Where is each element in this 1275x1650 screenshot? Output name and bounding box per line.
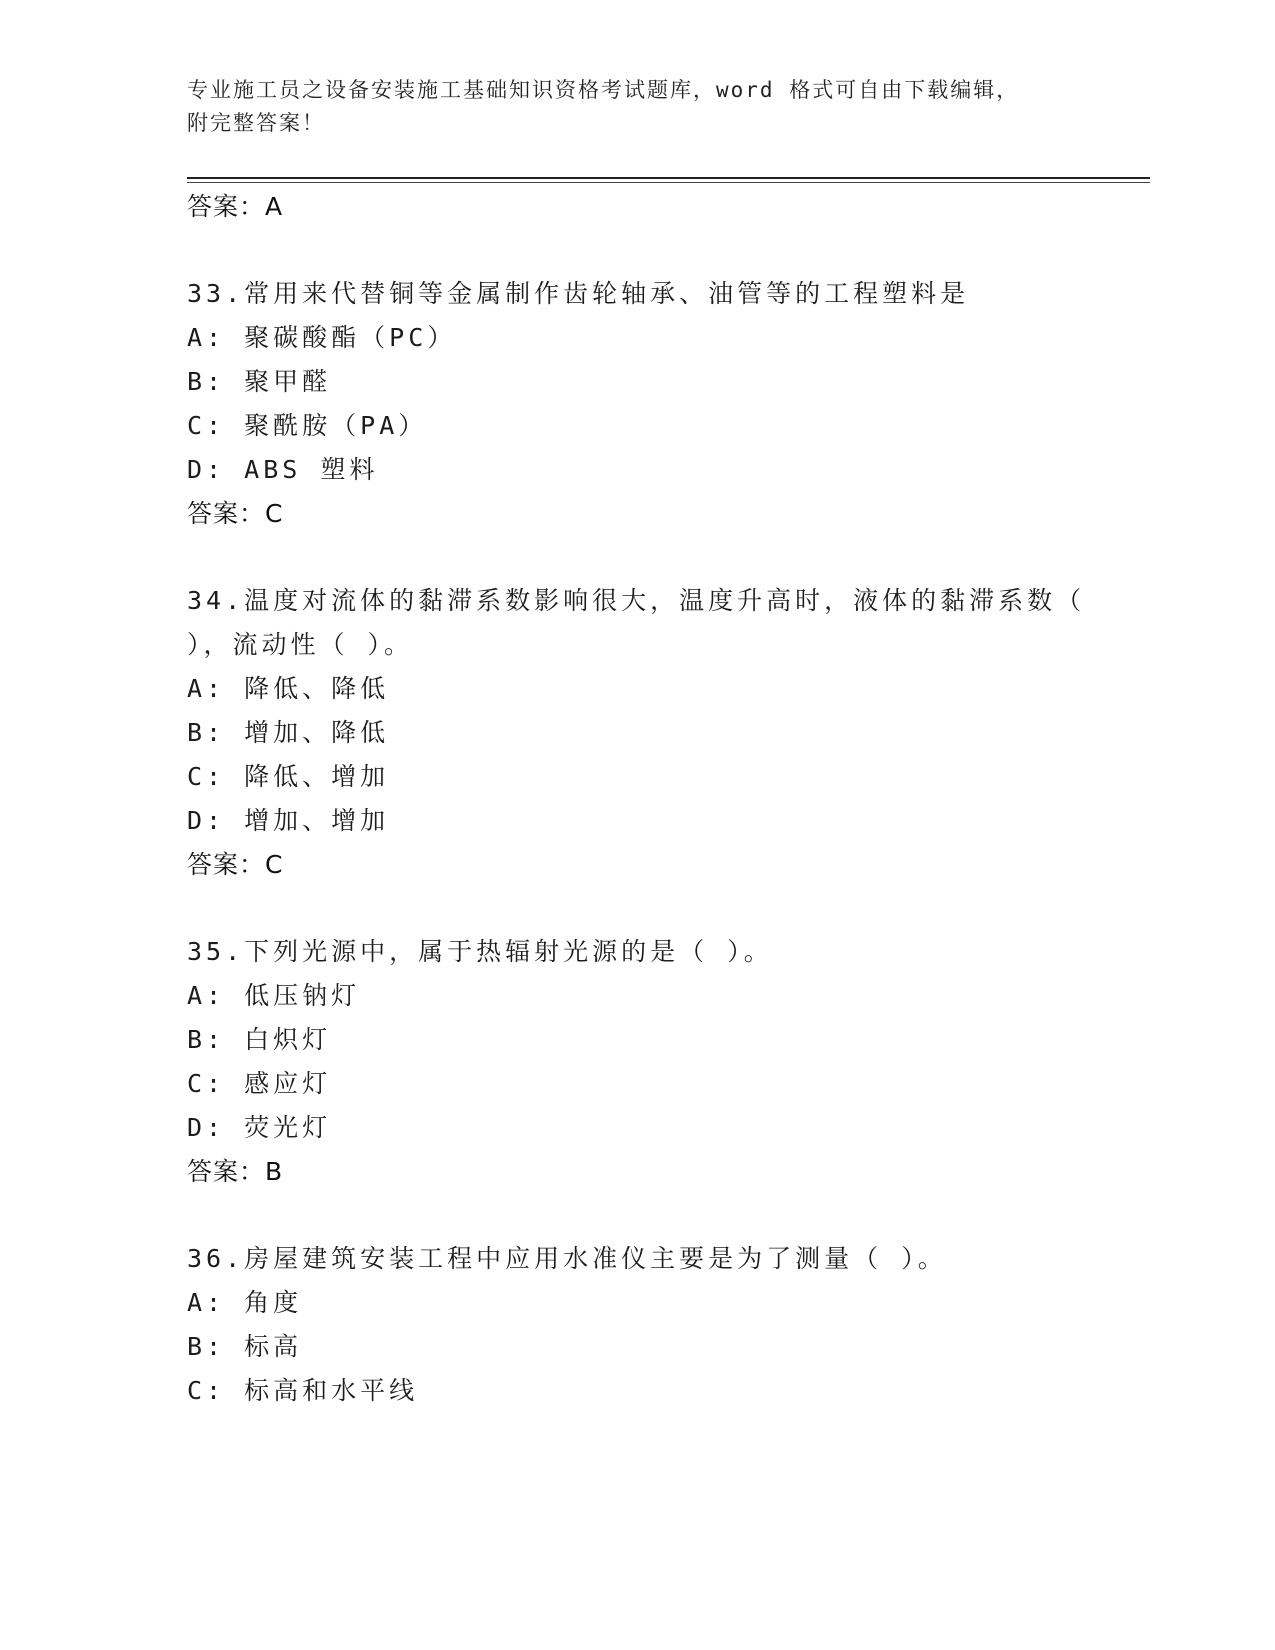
question-stem: 35.下列光源中，属于热辐射光源的是（ ）。 bbox=[187, 937, 773, 966]
option-d: D: 增加、增加 bbox=[187, 806, 390, 835]
option-c: C: 聚酰胺（PA） bbox=[187, 411, 428, 440]
header-divider-thin bbox=[187, 182, 1150, 183]
option-a: A: 降低、降低 bbox=[187, 674, 390, 703]
option-d: D: ABS 塑料 bbox=[187, 455, 379, 484]
question-answer: 答案：C bbox=[187, 499, 284, 528]
header-line-1: 专业施工员之设备安装施工基础知识资格考试题库，word 格式可自由下载编辑， bbox=[187, 78, 1020, 102]
option-b: B: 标高 bbox=[187, 1332, 303, 1361]
option-c: C: 感应灯 bbox=[187, 1069, 332, 1098]
question-stem: 33.常用来代替铜等金属制作齿轮轴承、油管等的工程塑料是 bbox=[187, 279, 970, 308]
option-c: C: 降低、增加 bbox=[187, 762, 390, 791]
question-stem: 36.房屋建筑安装工程中应用水准仪主要是为了测量（ ）。 bbox=[187, 1244, 947, 1273]
question-stem-continued: ），流动性（ ）。 bbox=[187, 630, 414, 659]
option-d: D: 荧光灯 bbox=[187, 1113, 332, 1142]
question-stem: 34.温度对流体的黏滞系数影响很大，温度升高时，液体的黏滞系数（ bbox=[187, 586, 1086, 615]
question-answer: 答案：C bbox=[187, 850, 284, 879]
previous-answer: 答案：A bbox=[187, 192, 284, 221]
header-line-2: 附完整答案！ bbox=[187, 111, 325, 135]
option-b: B: 聚甲醛 bbox=[187, 367, 332, 396]
option-a: A: 低压钠灯 bbox=[187, 981, 361, 1010]
option-b: B: 增加、降低 bbox=[187, 718, 390, 747]
question-answer: 答案：B bbox=[187, 1157, 284, 1186]
option-a: A: 角度 bbox=[187, 1288, 303, 1317]
option-a: A: 聚碳酸酯（PC） bbox=[187, 323, 457, 352]
document-header bbox=[187, 74, 1087, 140]
option-b: B: 白炽灯 bbox=[187, 1025, 332, 1054]
option-c: C: 标高和水平线 bbox=[187, 1376, 419, 1405]
header-divider-thick bbox=[187, 177, 1150, 179]
